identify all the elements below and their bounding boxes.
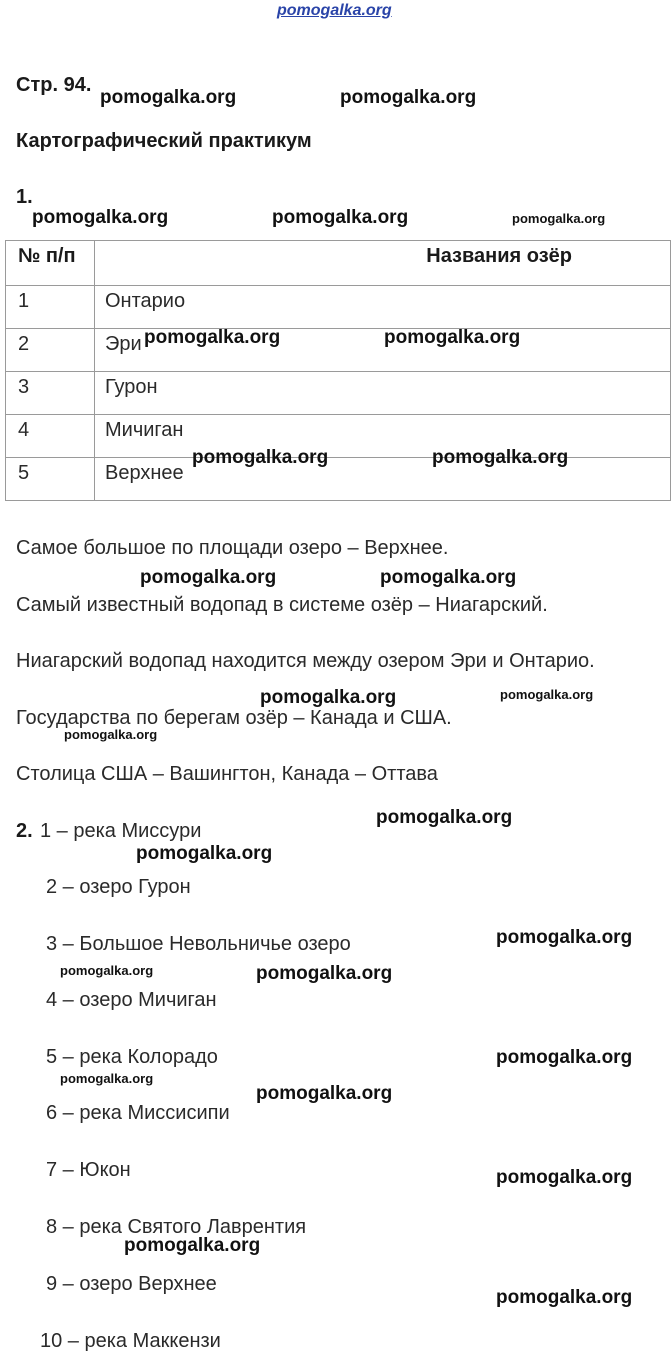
table-cell-number: 3 — [6, 372, 95, 415]
table-cell-name: Верхнее — [95, 458, 671, 501]
watermark: pomogalka.org — [512, 211, 606, 226]
watermark: pomogalka.org — [256, 963, 393, 984]
watermark: pomogalka.org — [380, 567, 517, 588]
table-cell-name: Мичиган — [95, 415, 671, 458]
table-row — [6, 458, 671, 501]
table-header-number: № п/п — [6, 241, 95, 286]
table-row — [6, 329, 671, 372]
watermark: pomogalka.org — [432, 447, 569, 468]
list-item: 3 – Большое Невольничье озеро — [46, 933, 351, 955]
table-row — [6, 286, 671, 329]
statement-waterfall: Самый известный водопад в системе озёр – Ниагарский. — [16, 594, 548, 616]
watermark: pomogalka.org — [192, 447, 329, 468]
list-item: 1 – река Миссури — [40, 820, 202, 842]
list-item: 4 – озеро Мичиган — [46, 989, 217, 1011]
list-item: 9 – озеро Верхнее — [46, 1273, 217, 1295]
watermark: pomogalka.org — [140, 567, 277, 588]
watermark: pomogalka.org — [144, 327, 281, 348]
watermark: pomogalka.org — [272, 207, 409, 228]
watermark: pomogalka.org — [60, 963, 154, 978]
statement-waterfall-location: Ниагарский водопад находится между озером Эри и Онтарио. — [16, 650, 595, 672]
table-cell-number: 4 — [6, 415, 95, 458]
watermark: pomogalka.org — [340, 87, 477, 108]
watermark: pomogalka.org — [32, 207, 169, 228]
statement-capitals: Столица США – Вашингтон, Канада – Оттава — [16, 763, 438, 785]
watermark: pomogalka.org — [500, 687, 594, 702]
statement-largest-lake: Самое большое по площади озеро – Верхнее. — [16, 537, 449, 559]
list-item: 8 – река Святого Лаврентия — [46, 1216, 307, 1238]
table-cell-number: 1 — [6, 286, 95, 329]
list-item: 7 – Юкон — [46, 1159, 131, 1181]
table-cell-name: Онтарио — [95, 286, 671, 329]
lakes-table — [5, 240, 671, 501]
watermark: pomogalka.org — [496, 1047, 633, 1068]
watermark: pomogalka.org — [256, 1083, 393, 1104]
list-item: 5 – река Колорадо — [46, 1046, 218, 1068]
watermark: pomogalka.org — [384, 327, 521, 348]
page-heading: Стр. 94. — [16, 74, 92, 96]
section-title: Картографический практикум — [16, 130, 312, 152]
watermark: pomogalka.org — [64, 727, 158, 742]
watermark: pomogalka.org — [124, 1235, 261, 1256]
statement-countries: Государства по берегам озёр – Канада и США. — [16, 707, 452, 729]
list-item: 2 – озеро Гурон — [46, 876, 191, 898]
table-cell-name: Эри — [95, 329, 671, 372]
watermark: pomogalka.org — [136, 843, 273, 864]
table-cell-number: 2 — [6, 329, 95, 372]
table-cell-name: Гурон — [95, 372, 671, 415]
list-item: 6 – река Миссисипи — [46, 1102, 230, 1124]
watermark: pomogalka.org — [60, 1071, 154, 1086]
watermark-top: pomogalka.org — [277, 2, 392, 19]
table-row — [6, 372, 671, 415]
watermark: pomogalka.org — [376, 807, 513, 828]
task1-number: 1. — [16, 186, 33, 208]
watermark: pomogalka.org — [260, 687, 397, 708]
table-header-name: Названия озёр — [95, 241, 671, 286]
table-cell-number: 5 — [6, 458, 95, 501]
list-item: 10 – река Маккензи — [40, 1330, 221, 1352]
watermark: pomogalka.org — [496, 1287, 633, 1308]
table-row — [6, 415, 671, 458]
watermark: pomogalka.org — [496, 927, 633, 948]
table-header-row — [6, 241, 671, 286]
watermark: pomogalka.org — [100, 87, 237, 108]
task2-number: 2. — [16, 820, 33, 842]
watermark: pomogalka.org — [496, 1167, 633, 1188]
